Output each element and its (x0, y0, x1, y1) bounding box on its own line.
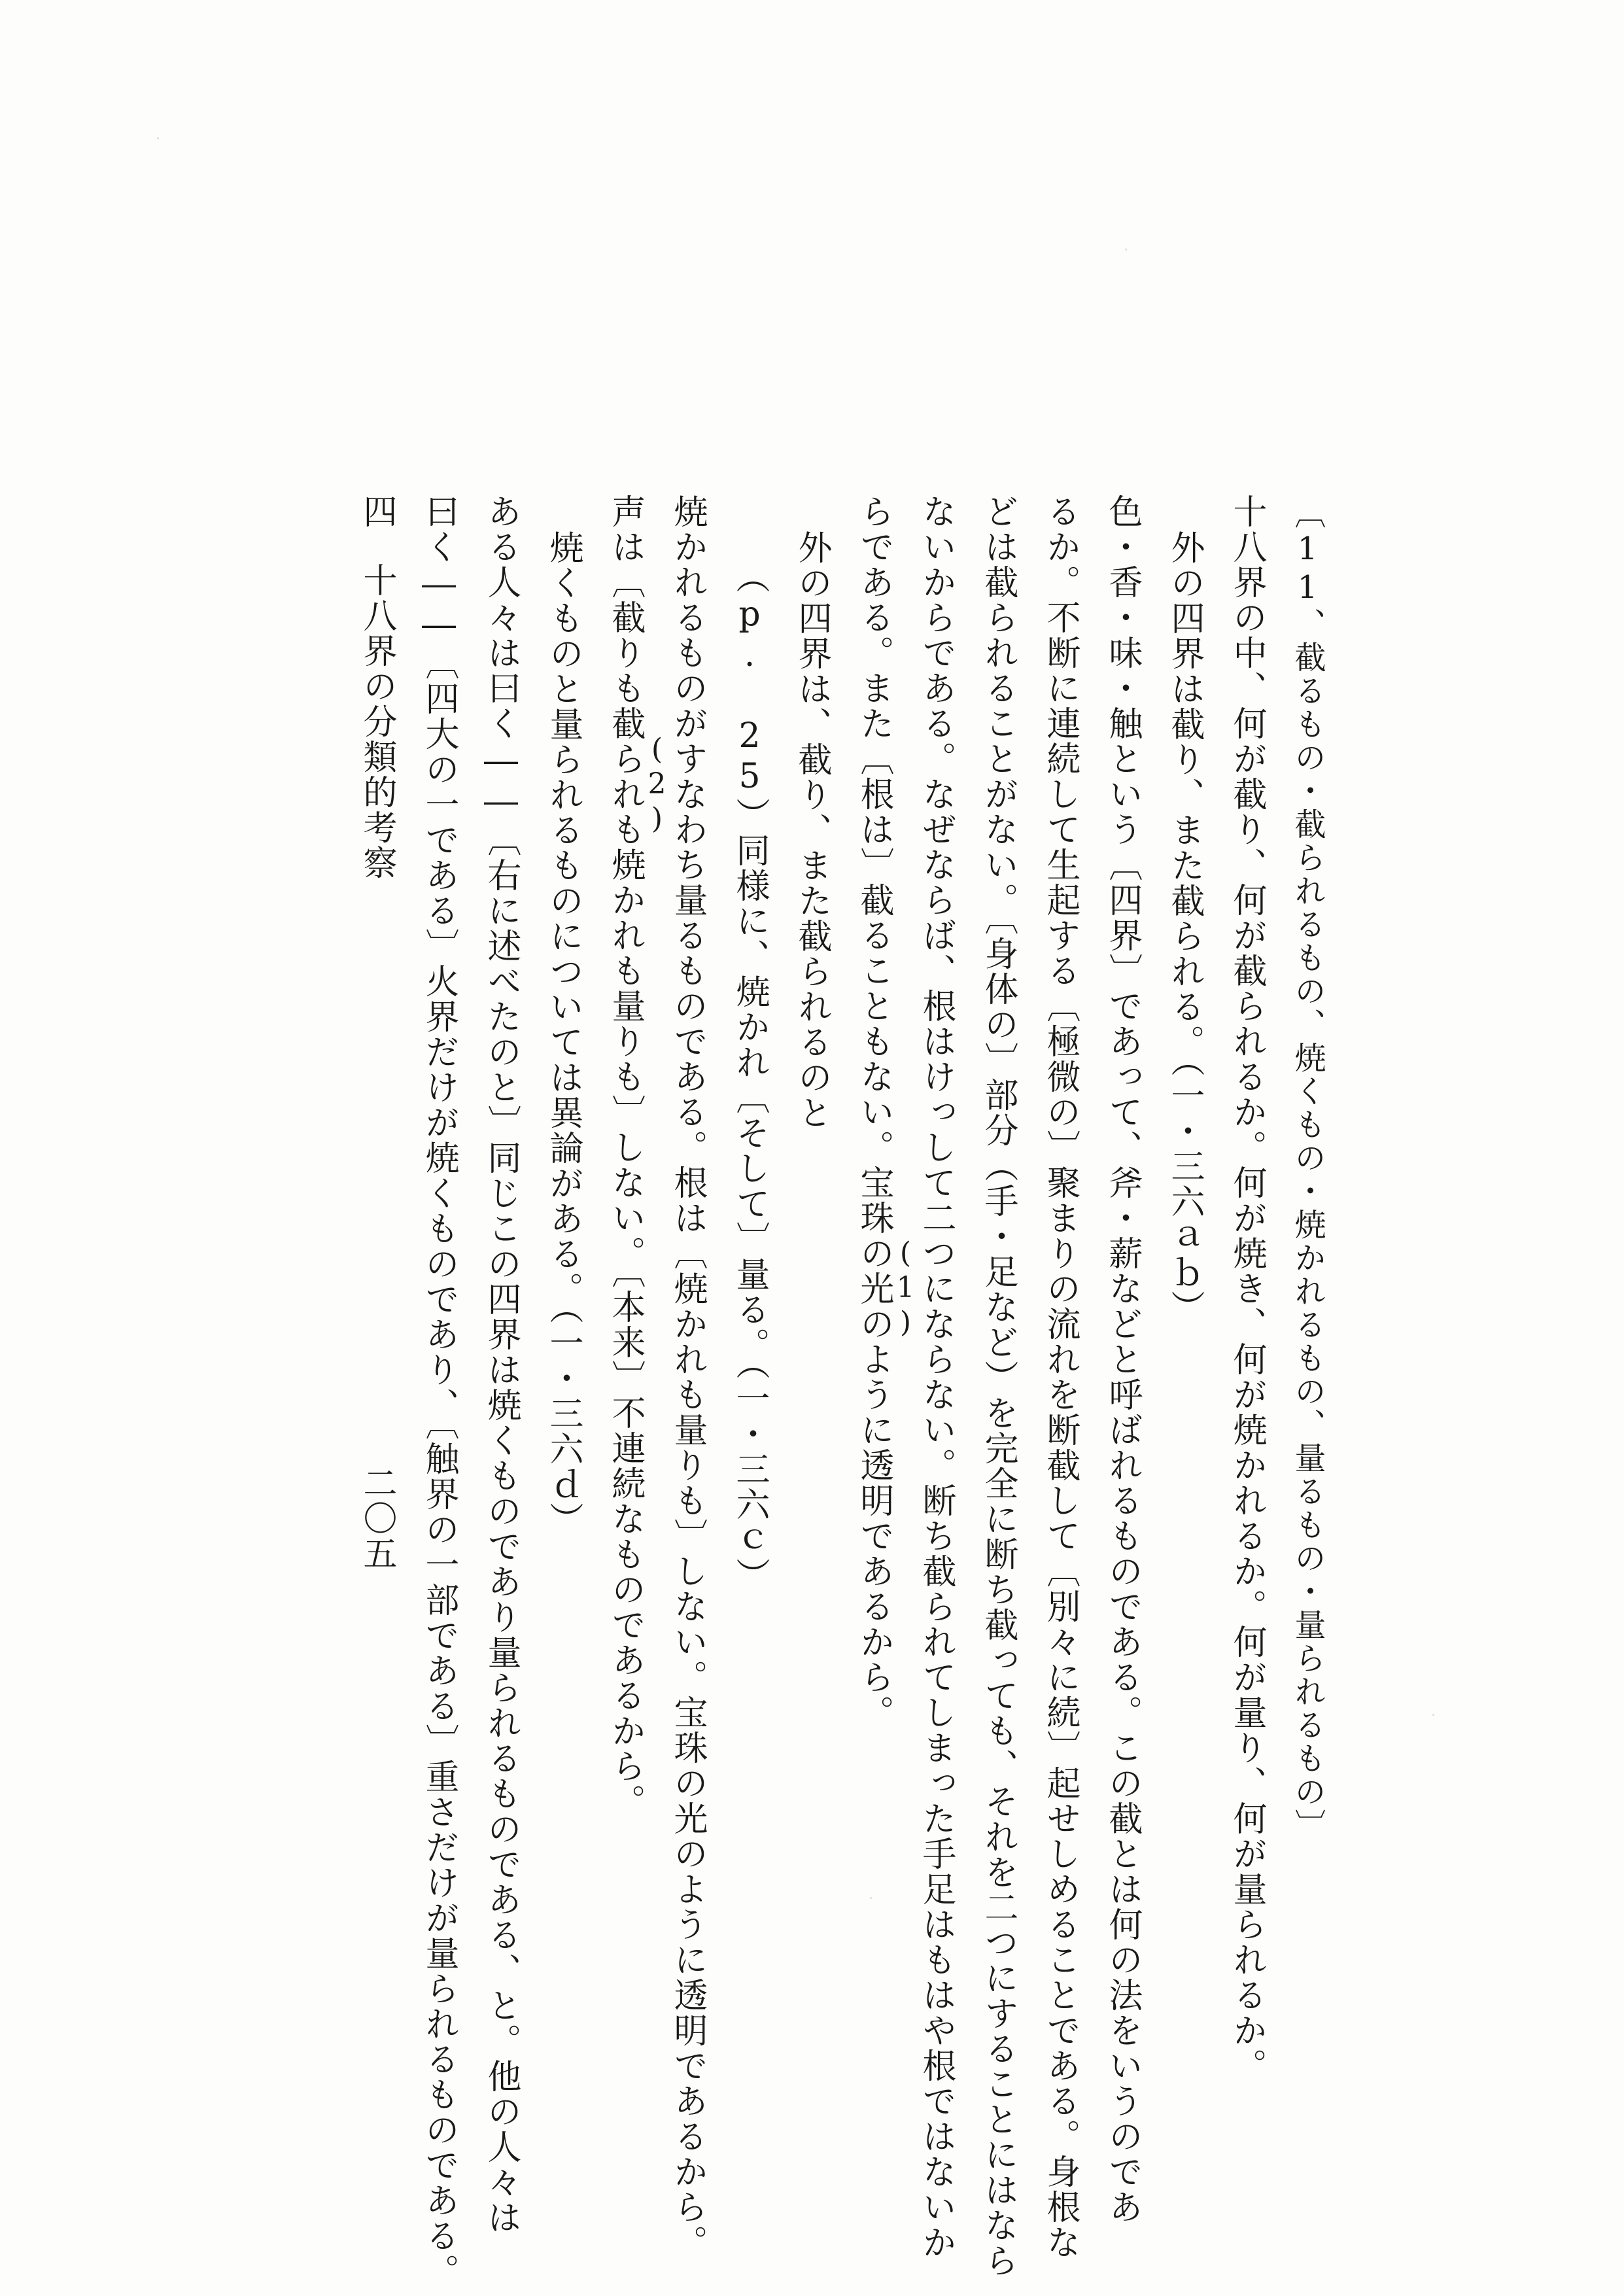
scan-speck (157, 137, 159, 139)
paragraph-line: ないからである。なぜならば、根はけっして二つにならない。断ち截られてしまった手足はもはや根ではないか (916, 494, 956, 2260)
page-title: 十八界の分類的考察 (357, 563, 396, 880)
paragraph-line: らである。また〔根は〕截ることもない。宝珠の光のように透明であるから。 (854, 494, 893, 1730)
paragraph-line: 声は〔截りも截られも焼かれも量りも〕しない。〔本来〕不連続なものであるから。 (606, 494, 645, 1819)
verse-line: 外の四界は、截り、また截られるのと (792, 530, 831, 1130)
scan-speck (870, 1897, 872, 1899)
verse-line: 焼くものと量られるものについては異論がある。（一・三六ｄ） (544, 530, 583, 1537)
verse-line: 外の四界は截り、また截られる。（一・三六ａｂ） (1165, 530, 1204, 1325)
paragraph-line: 焼かれるものがすなわち量るものである。根は〔焼かれも量りも〕しない。宝珠の光のように透明であるから。 (668, 494, 707, 2260)
verse-line: 十八界の中、何が截り、何が截られるか。何が焼き、何が焼かれるか。何が量り、何が量られるか。 (1227, 494, 1266, 2083)
paragraph-line: 曰く――〔四大の一である〕火界だけが焼くものであり、〔触界の一部である〕重さだけが量られるものである。 (419, 494, 458, 2289)
page-number: 二〇五 (357, 1465, 396, 1571)
paragraph-line: どは截られることがない。〔身体の〕部分（手・足など）を完全に断ち截っても、それを二つにすることにはなら (978, 494, 1018, 2278)
scan-speck (1125, 249, 1127, 251)
paragraph-line: 色・香・味・触という〔四界〕であって、斧・薪などと呼ばれるものである。この截とは何の法をいうのであ (1103, 494, 1142, 2225)
footnote-marker: (1) (889, 1236, 922, 1340)
verse-line: （p. 25）同様に、焼かれ〔そして〕量る。（一・三六ｃ） (730, 559, 769, 1593)
section-heading: 〔11、截るもの・截られるもの、焼くもの・焼かれるもの、量るもの・量られるもの〕 (1289, 497, 1326, 1842)
footnote-marker: (2) (640, 733, 674, 837)
paragraph-line: るか。不断に連続して生起する〔極微の〕聚まりの流れを断截して〔別々に続〕起せしめることである。身根な (1041, 494, 1080, 2260)
paragraph-line: ある人々は曰く――〔右に述べたのと〕同じこの四界は焼くものであり量られるものである、と。他の人々は (481, 494, 521, 2235)
scan-speck (1432, 1714, 1434, 1716)
chapter-number: 四 (357, 494, 396, 529)
